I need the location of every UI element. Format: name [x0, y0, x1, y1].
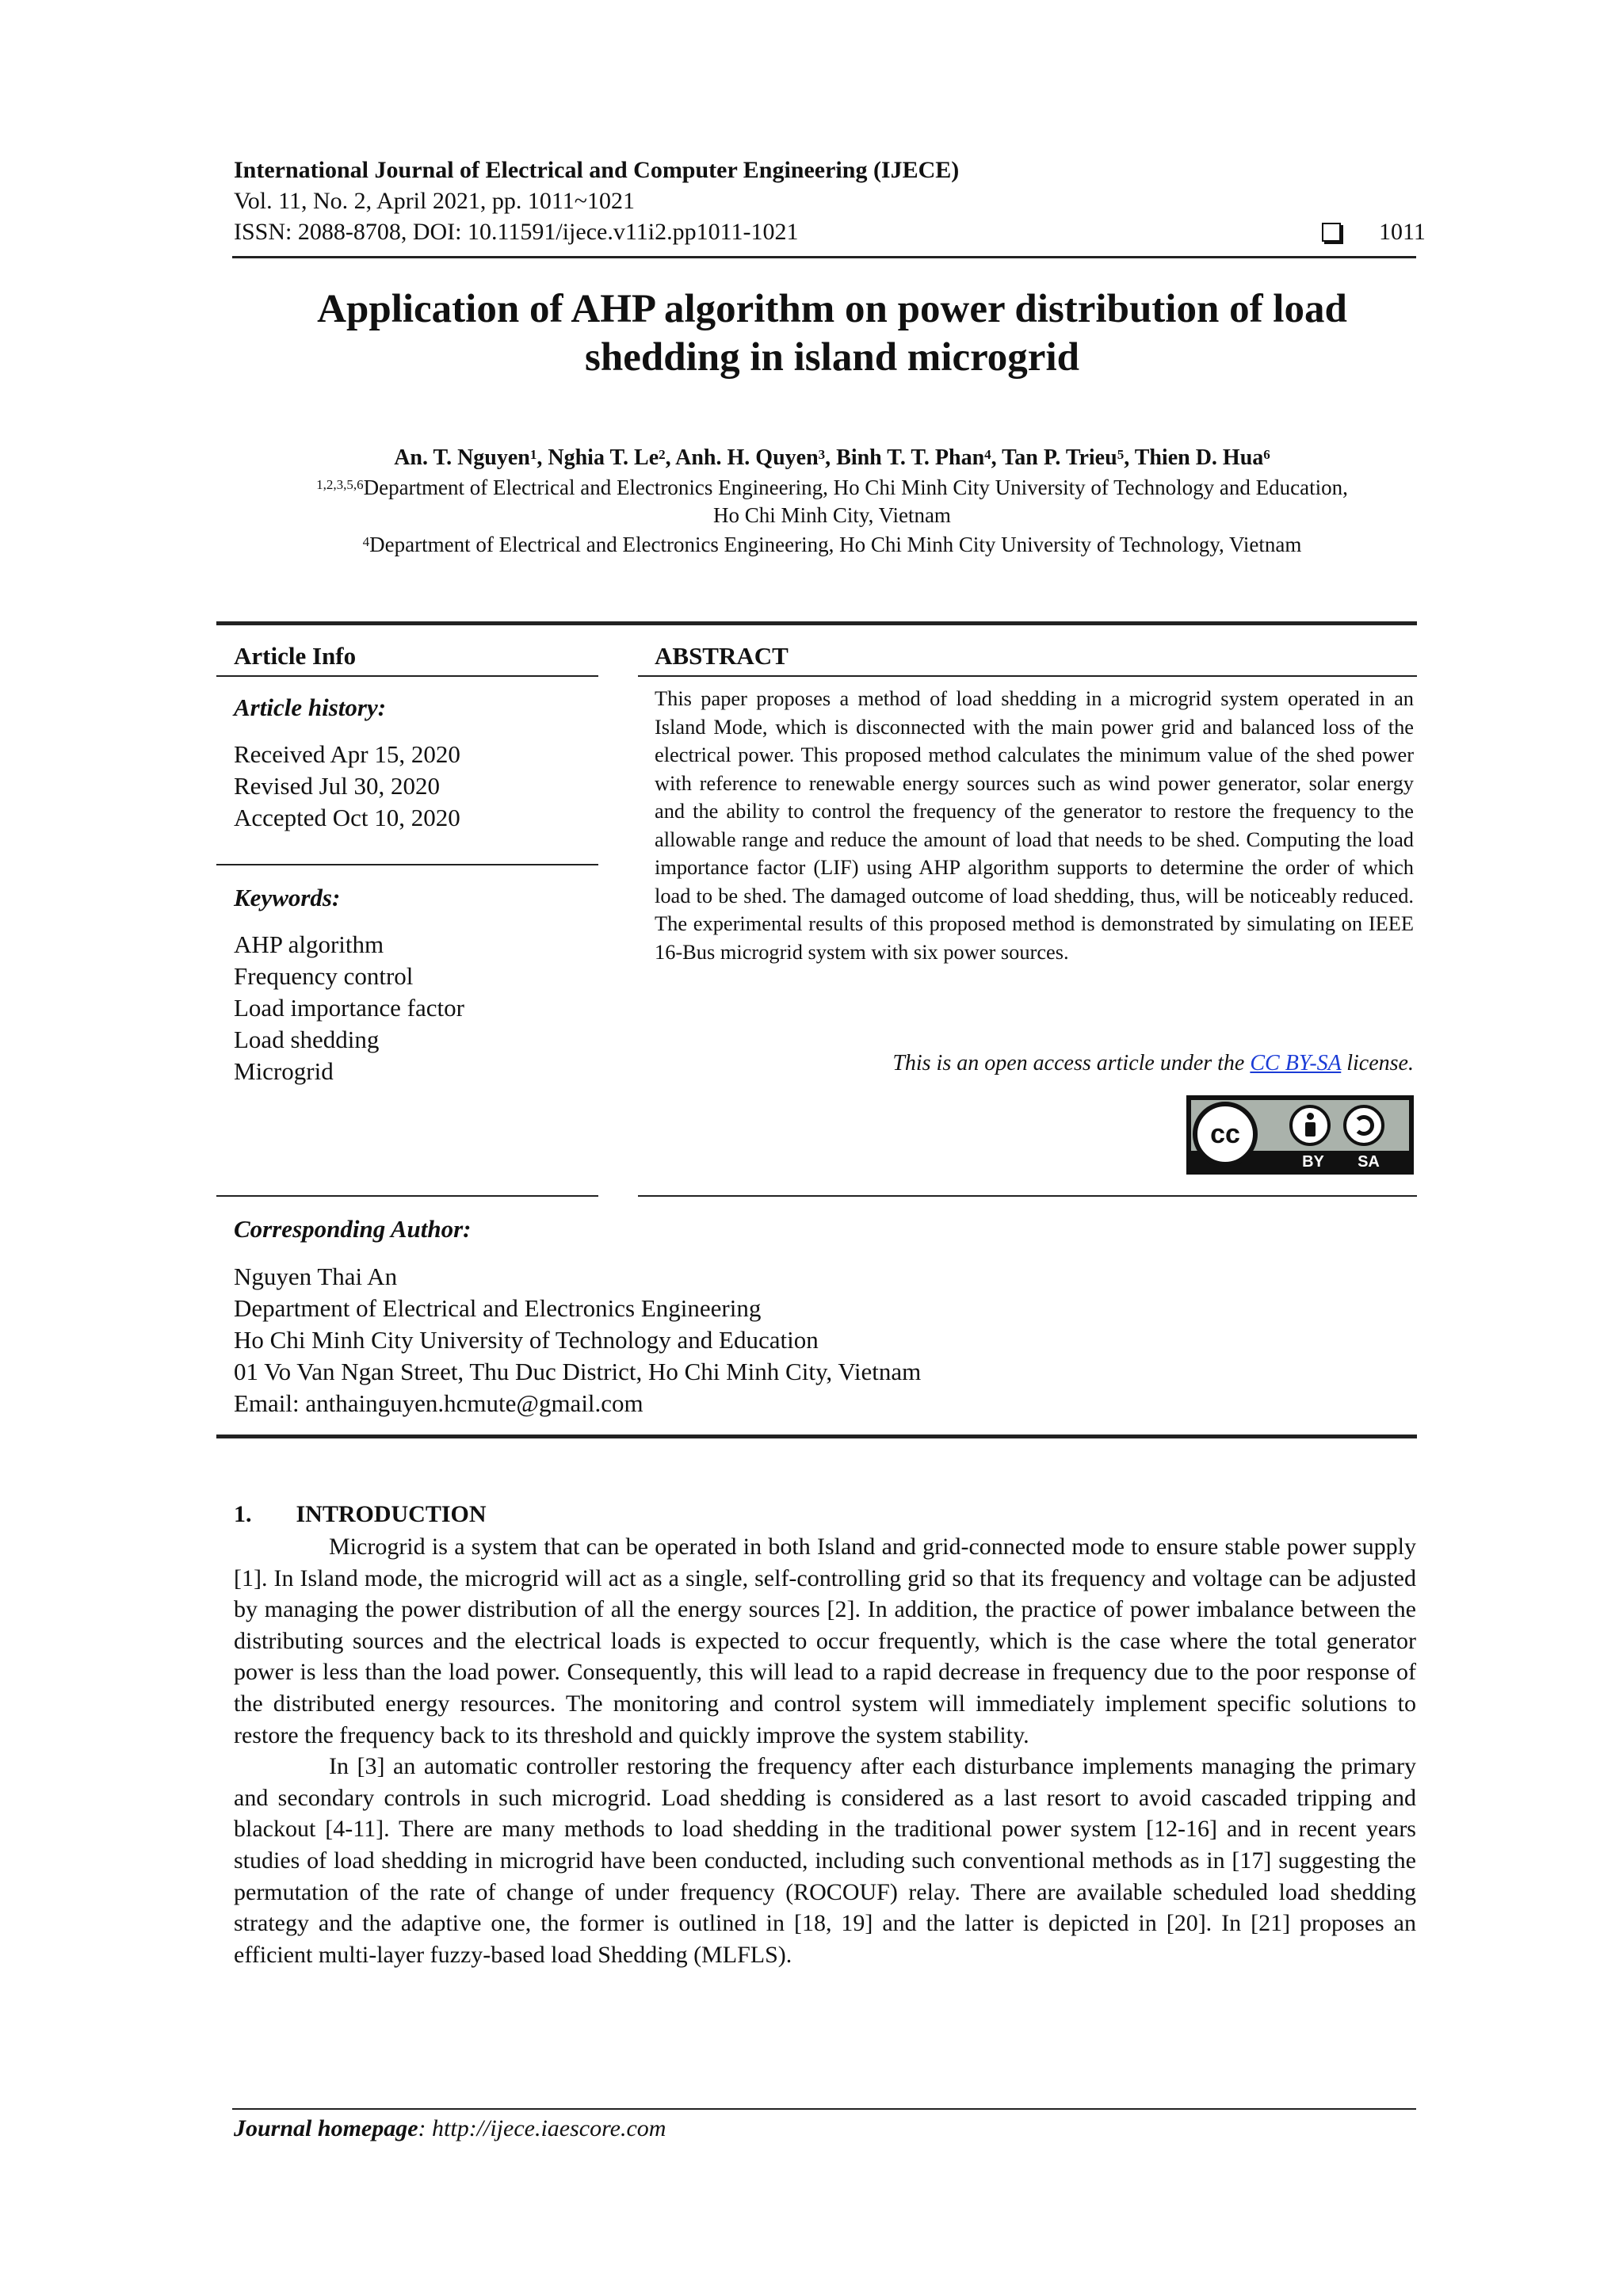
attribution-icon: [1289, 1105, 1331, 1146]
article-info-rule: [216, 675, 598, 677]
article-info-heading: Article Info: [234, 642, 357, 670]
keyword-item: Load shedding: [234, 1026, 380, 1053]
accepted-date: Accepted Oct 10, 2020: [234, 804, 460, 831]
affiliation-1-line-1: Department of Electrical and Electronics Engineering, Ho Chi Minh City University of Technology and Education,: [363, 476, 1348, 499]
keyword-item: Frequency control: [234, 962, 414, 990]
affiliation-1-line-2: Ho Chi Minh City, Vietnam: [713, 503, 951, 527]
affiliation-2-text: Department of Electrical and Electronics Engineering, Ho Chi Minh City University of Technology, Vietnam: [369, 533, 1302, 556]
cc-icon: cc: [1193, 1102, 1258, 1167]
author-name: An. T. Nguyen: [394, 445, 530, 470]
author-list: An. T. Nguyen$^1$, Nghia T. Le$^2$, Anh. H. Quyen$^3$, Binh T. T. Phan$^4$, Tan P. Trieu$^5$, Thien D. Hua$^6$: [394, 445, 1270, 470]
title-line-2: shedding in island microgrid: [585, 335, 1079, 380]
issn-line: ISSN: 2088-8708, DOI: 10.11591/ijece.v11i2.pp1011-1021: [234, 219, 799, 245]
corresponding-details: [234, 1261, 921, 1419]
badge-by-label: BY: [1302, 1153, 1324, 1171]
info-left-bottom-rule: [216, 1195, 598, 1197]
keyword-item: Microgrid: [234, 1057, 334, 1085]
square-bullet-icon: [1322, 223, 1341, 242]
author-sup: 1: [529, 447, 537, 462]
author-name: Binh T. T. Phan: [836, 445, 985, 470]
article-history: [234, 739, 460, 834]
corresponding-address: 01 Vo Van Ngan Street, Thu Duc District, Ho Chi Minh City, Vietnam: [234, 1358, 922, 1385]
intro-paragraph-1: Microgrid is a system that can be operated in both Island and grid-connected mode to ensure stable power supply [1]. In Island mode, the microgrid will act as a single, self-controlling grid so that its frequency and voltage can be adjusted by managing the power distribution of all the energy sources [2]. In addition, the practice of power imbalance between the distributing sources and the electrical loads is expected to occur frequently, which is the case where the total generator power is less than the load power. Consequently, this will lead to a rapid decrease in frequency due to the poor response of the distributed energy resources. The monitoring and control system will immediately implement specific solutions to restore the frequency back to its threshold and quickly improve the system stability.: [234, 1534, 1416, 1748]
author-name: Anh. H. Quyen: [675, 445, 819, 470]
abstract-heading: ABSTRACT: [655, 642, 789, 670]
author-name: Nghia T. Le: [548, 445, 659, 470]
section-heading: [234, 1500, 487, 1529]
author-sup: 3: [818, 447, 826, 462]
title-line-1: Application of AHP algorithm on power distribution of load: [317, 287, 1347, 331]
license-pre: This is an open access article under the: [892, 1051, 1251, 1075]
license-post: license.: [1341, 1051, 1414, 1075]
page-number: 1011: [1379, 219, 1426, 245]
section-number: 1.: [234, 1501, 252, 1527]
footer-rule: [232, 2108, 1416, 2110]
author-name: Tan P. Trieu: [1002, 445, 1117, 470]
author-name: Thien D. Hua: [1134, 445, 1264, 470]
corresponding-name: Nguyen Thai An: [234, 1263, 398, 1290]
revised-date: Revised Jul 30, 2020: [234, 772, 441, 800]
corresponding-univ: Ho Chi Minh City University of Technology and Education: [234, 1326, 819, 1354]
corresponding-heading: Corresponding Author:: [234, 1215, 472, 1243]
header-rule: [232, 256, 1416, 258]
cc-by-sa-badge[interactable]: [1186, 1095, 1414, 1175]
corresponding-dept: Department of Electrical and Electronics Engineering: [234, 1294, 762, 1322]
paper-title: [119, 285, 1545, 382]
keywords-rule: [216, 864, 598, 865]
info-box-bottom-rule: [216, 1435, 1417, 1438]
abstract-rule: [638, 675, 1417, 677]
journal-homepage: [234, 2115, 666, 2143]
cc-by-sa-link[interactable]: CC BY-SA: [1250, 1051, 1342, 1075]
keywords-heading: Keywords:: [234, 884, 341, 911]
affiliation-1-sup: 1,2,3,5,6: [316, 477, 364, 492]
license-statement: [655, 1050, 1414, 1077]
received-date: Received Apr 15, 2020: [234, 740, 460, 768]
info-box-top-rule: [216, 621, 1417, 625]
author-sup: 2: [659, 447, 666, 462]
section-title: INTRODUCTION: [296, 1501, 487, 1527]
affiliation-2-sup: 4: [362, 534, 370, 549]
intro-body: [234, 1531, 1416, 1970]
keyword-item: Load importance factor: [234, 994, 464, 1022]
intro-paragraph-2: In [3] an automatic controller restoring the frequency after each disturbance implements managing the primary and secondary controls in such microgrid. Load shedding is considered as a last resort to avoid cascaded tripping and blackout [4-11]. There are many methods to load shedding in the traditional power system [12-16] and in recent years studies of load shedding in microgrid have been conducted, including such conventional methods as in [17] suggesting the permutation of the rate of change of under frequency (ROCOUF) relay. There are available scheduled load shedding strategy and the adaptive one, the former is outlined in [18, 19] and the latter is depicted in [20]. In [21] proposes an efficient multi-layer fuzzy-based load Shedding (MLFLS).: [234, 1753, 1416, 1968]
author-sup: 4: [984, 447, 991, 462]
share-alike-icon: [1343, 1105, 1384, 1146]
keyword-item: AHP algorithm: [234, 930, 384, 958]
journal-name: International Journal of Electrical and Computer Engineering (IJECE): [234, 157, 960, 183]
homepage-label: Journal homepage: [234, 2115, 418, 2141]
badge-sa-label: SA: [1358, 1153, 1380, 1171]
abstract-text: This paper proposes a method of load shedding in a microgrid system operated in an Island Mode, which is disconnected with the main power grid and balanced loss of the electrical power. This proposed method calculates the minimum value of the shed power with reference to renewable energy sources such as wind power generator, solar energy and the ability to control the frequency of the generator to restore the frequency to the allowable range and reduce the amount of load that needs to be shed. Computing the load importance factor (LIF) using AHP algorithm supports to determine the order of which load to be shed. The damaged outcome of load shedding, thus, will be noticeably reduced. The experimental results of this proposed method is demonstrated by simulating on IEEE 16-Bus microgrid system with six power sources.: [655, 686, 1414, 964]
corresponding-email: Email: anthainguyen.hcmute@gmail.com: [234, 1389, 643, 1417]
abstract-bottom-rule: [638, 1195, 1417, 1197]
homepage-url[interactable]: : http://ijece.iaescore.com: [418, 2115, 666, 2141]
affiliation-1: [119, 474, 1545, 529]
volume-line: Vol. 11, No. 2, April 2021, pp. 1011~1021: [234, 188, 635, 214]
author-sup: 6: [1263, 447, 1270, 462]
affiliation-2: [119, 531, 1545, 559]
author-sup: 5: [1117, 447, 1125, 462]
article-history-heading: Article history:: [234, 693, 387, 721]
keyword-list: [234, 929, 464, 1087]
